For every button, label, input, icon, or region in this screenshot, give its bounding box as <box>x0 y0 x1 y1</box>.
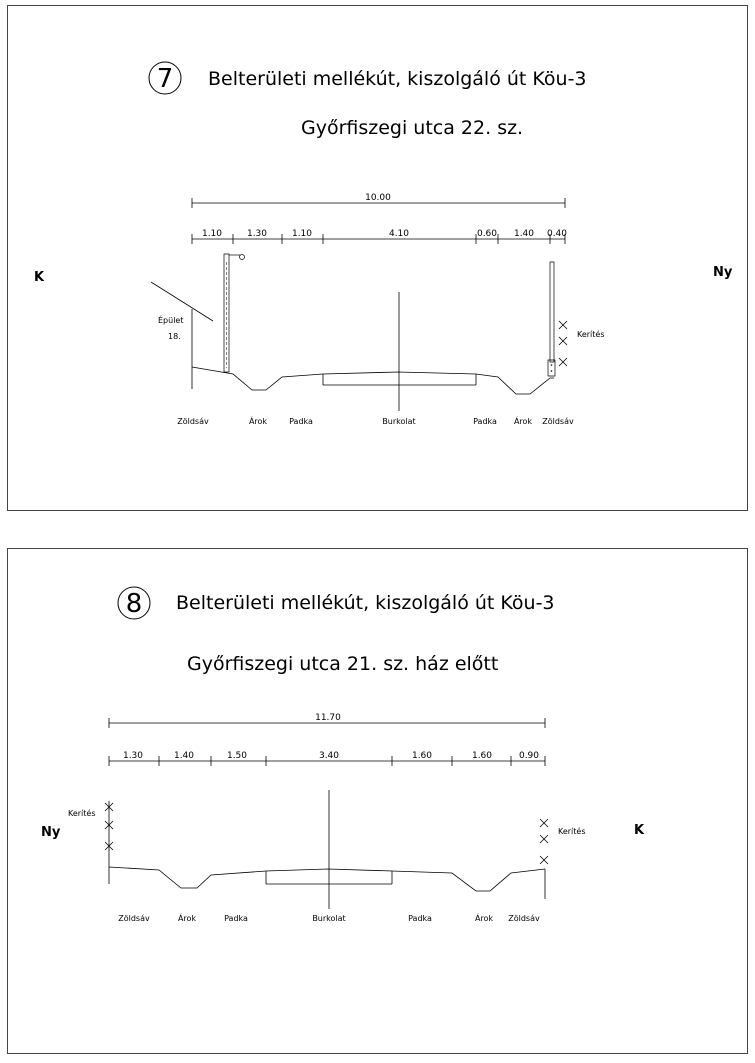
segment-width-label: 3.40 <box>318 751 340 761</box>
section-title: Belterületi mellékút, kiszolgáló út Köu-3 <box>176 592 555 614</box>
fence-label: Kerítés <box>577 330 605 339</box>
ground-profile <box>109 867 545 891</box>
total-width-dimension <box>109 713 545 728</box>
segment-width-label: 0.60 <box>476 229 498 239</box>
segment-width-label: 1.60 <box>411 751 433 761</box>
building-number: 18. <box>168 332 181 341</box>
zone-labels <box>118 912 540 923</box>
segment-width-label: 1.40 <box>513 229 535 239</box>
section-title: Belterületi mellékút, kiszolgáló út Köu-3 <box>208 68 587 90</box>
zone-label: Padka <box>289 417 313 426</box>
section-number: 8 <box>125 589 143 619</box>
pavement-layer <box>323 374 476 385</box>
zone-labels <box>177 415 574 426</box>
right-fence <box>540 819 548 899</box>
total-width-dimension <box>192 193 565 208</box>
left-fence <box>105 801 113 884</box>
cross-section-sheet-7 <box>7 5 748 511</box>
right-fence-post <box>548 262 555 376</box>
right-side-label: K <box>634 823 645 838</box>
segment-dimensions <box>192 229 567 244</box>
fence-marks <box>559 321 567 366</box>
zone-label: Árok <box>474 914 494 923</box>
left-fence-label: Kerítés <box>68 809 96 818</box>
right-fence-label: Kerítés <box>558 827 586 836</box>
zone-label: Burkolat <box>312 914 346 923</box>
cross-section-drawing-8 <box>8 549 749 1055</box>
zone-label: Zöldsáv <box>118 914 150 923</box>
left-side-label: K <box>34 270 45 285</box>
segment-width-label: 0.90 <box>518 751 540 761</box>
section-number: 7 <box>156 64 174 94</box>
right-side-label: Ny <box>713 265 733 280</box>
segment-width-label: 1.40 <box>173 751 195 761</box>
street-subtitle: Győrfiszegi utca 22. sz. <box>301 117 524 139</box>
zone-label: Zöldsáv <box>542 417 574 426</box>
total-width-label: 11.70 <box>315 713 341 723</box>
left-side-label: Ny <box>41 825 61 840</box>
zone-label: Árok <box>513 417 533 426</box>
street-light-pole <box>224 254 245 372</box>
segment-dimensions <box>109 751 545 766</box>
zone-label: Padka <box>224 914 248 923</box>
zone-label: Zöldsáv <box>177 417 209 426</box>
zone-label: Padka <box>408 914 432 923</box>
ground-profile <box>192 367 554 394</box>
segment-width-label: 4.10 <box>388 229 410 239</box>
zone-label: Zöldsáv <box>508 914 540 923</box>
zone-label: Padka <box>473 417 497 426</box>
total-width-label: 10.00 <box>365 193 391 203</box>
segment-width-label: 1.10 <box>201 229 223 239</box>
building <box>151 282 213 389</box>
cross-section-drawing-7 <box>8 6 749 512</box>
segment-width-label: 1.30 <box>246 229 268 239</box>
segment-width-label: 0.40 <box>546 229 568 239</box>
segment-width-label: 1.50 <box>226 751 248 761</box>
zone-label: Árok <box>177 914 197 923</box>
zone-label: Árok <box>248 417 268 426</box>
building-label: Épület <box>158 316 184 325</box>
zone-label: Burkolat <box>382 417 416 426</box>
segment-width-label: 1.60 <box>471 751 493 761</box>
cross-section-sheet-8 <box>7 548 748 1054</box>
street-subtitle: Győrfiszegi utca 21. sz. ház előtt <box>187 653 499 675</box>
segment-width-label: 1.10 <box>291 229 313 239</box>
segment-width-label: 1.30 <box>122 751 144 761</box>
